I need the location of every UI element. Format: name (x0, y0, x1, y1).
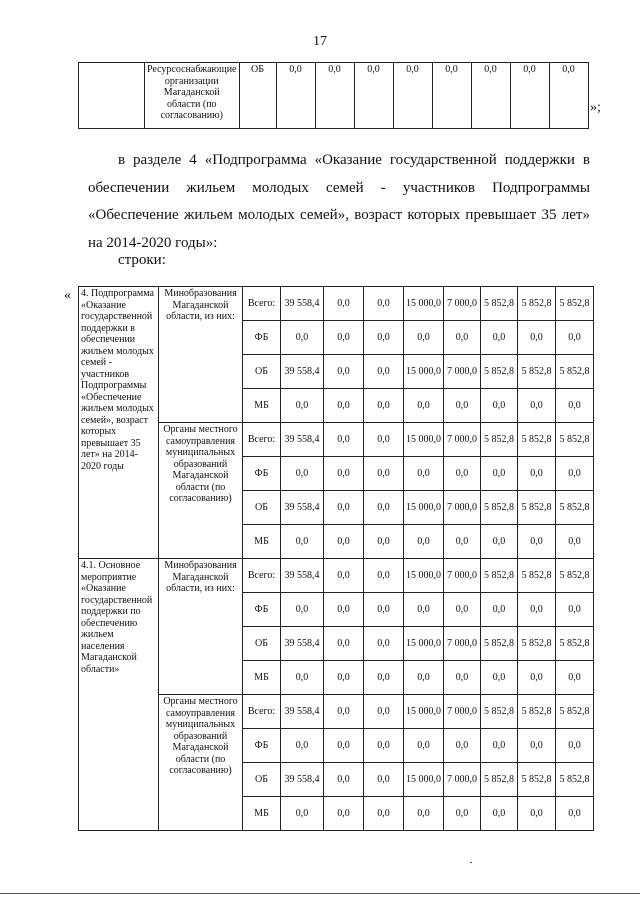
value-cell: 0,0 (404, 661, 444, 695)
value-cell: 5 852,8 (481, 491, 518, 525)
value-cell: 7 000,0 (444, 627, 481, 661)
value-cell: 0,0 (324, 797, 364, 831)
value-cell: 0,0 (324, 525, 364, 559)
value-cell: 0,0 (471, 63, 510, 129)
value-cell: 0,0 (364, 423, 404, 457)
value-cell: 0,0 (324, 695, 364, 729)
value-cell: 0,0 (364, 695, 404, 729)
org-cell: Минобразования Магаданской области, из них: (159, 287, 243, 423)
value-cell: 0,0 (481, 321, 518, 355)
value-cell: 5 852,8 (481, 763, 518, 797)
value-cell: 0,0 (324, 559, 364, 593)
main-budget-table (78, 286, 594, 831)
value-cell: 0,0 (281, 389, 324, 423)
value-cell: 0,0 (556, 457, 594, 491)
source-cell: ФБ (243, 593, 281, 627)
value-cell: 0,0 (518, 389, 556, 423)
value-cell: 0,0 (354, 63, 393, 129)
value-cell: 0,0 (315, 63, 354, 129)
value-cell: 0,0 (364, 287, 404, 321)
value-cell: 5 852,8 (481, 355, 518, 389)
value-cell: 0,0 (556, 389, 594, 423)
value-cell: 0,0 (481, 457, 518, 491)
value-cell: 0,0 (556, 321, 594, 355)
value-cell: 0,0 (364, 729, 404, 763)
value-cell: 5 852,8 (556, 627, 594, 661)
value-cell: 0,0 (518, 593, 556, 627)
source-cell: Всего: (243, 423, 281, 457)
value-cell: 5 852,8 (556, 355, 594, 389)
value-cell: 0,0 (324, 423, 364, 457)
opening-quote: « (64, 288, 71, 303)
org-cell: Органы местного самоуправления муниципальных образований Магаданской области (по согласованию) (159, 695, 243, 831)
value-cell: 0,0 (444, 457, 481, 491)
page-number: 17 (313, 34, 327, 49)
value-cell: 0,0 (481, 729, 518, 763)
value-cell: 0,0 (518, 661, 556, 695)
value-cell: 0,0 (518, 797, 556, 831)
value-cell: 0,0 (481, 525, 518, 559)
value-cell: 0,0 (444, 661, 481, 695)
value-cell: 0,0 (510, 63, 549, 129)
value-cell: 5 852,8 (518, 355, 556, 389)
value-cell: 0,0 (404, 593, 444, 627)
org-cell: Органы местного самоуправления муниципальных образований Магаданской области (по согласованию) (159, 423, 243, 559)
value-cell: 39 558,4 (281, 423, 324, 457)
value-cell: 5 852,8 (518, 763, 556, 797)
source-cell: МБ (243, 389, 281, 423)
value-cell: 5 852,8 (481, 695, 518, 729)
value-cell: 0,0 (324, 593, 364, 627)
value-cell: 15 000,0 (404, 355, 444, 389)
value-cell: 5 852,8 (518, 423, 556, 457)
source-cell: ФБ (243, 457, 281, 491)
table-row (79, 559, 594, 593)
value-cell: 0,0 (549, 63, 588, 129)
org-cell: Минобразования Магаданской области, из них: (159, 559, 243, 695)
value-cell: 0,0 (556, 797, 594, 831)
value-cell: 0,0 (556, 729, 594, 763)
intro-text: в разделе 4 «Подпрограмма «Оказание государственной поддержки в обеспечении жильем молодых семей - участников Подпрограммы «Обеспечение жильем молодых семей», возраст которых превышает 35 лет» на 2014-2020 годы»: (88, 152, 590, 251)
value-cell: 0,0 (324, 627, 364, 661)
value-cell: 0,0 (481, 389, 518, 423)
value-cell: 0,0 (444, 321, 481, 355)
value-cell: 15 000,0 (404, 695, 444, 729)
program-label-cell: 4.1. Основное мероприятие «Оказание государственной поддержки по обеспечению жильем населения Магаданской области» (79, 559, 159, 831)
source-cell: МБ (243, 525, 281, 559)
value-cell: 5 852,8 (556, 763, 594, 797)
value-cell: 0,0 (364, 763, 404, 797)
value-cell: 0,0 (364, 355, 404, 389)
source-cell: ОБ (243, 355, 281, 389)
value-cell: 0,0 (364, 389, 404, 423)
value-cell: 0,0 (556, 525, 594, 559)
value-cell: 5 852,8 (481, 423, 518, 457)
value-cell: 5 852,8 (556, 491, 594, 525)
value-cell: 39 558,4 (281, 695, 324, 729)
value-cell: 39 558,4 (281, 627, 324, 661)
value-cell: 15 000,0 (404, 287, 444, 321)
value-cell: 0,0 (324, 457, 364, 491)
value-cell: 0,0 (444, 389, 481, 423)
value-cell: 39 558,4 (281, 559, 324, 593)
value-cell: 0,0 (281, 797, 324, 831)
program-label-cell: 4. Подпрограмма «Оказание государственной поддержки в обеспечении жильем молодых семей - участников Подпрограммы «Обеспечение жильем молодых семей», возраст которых превышает 35 лет» на 2014-2020 годы (79, 287, 159, 559)
value-cell: 0,0 (518, 729, 556, 763)
source-cell: МБ (243, 661, 281, 695)
value-cell: 7 000,0 (444, 355, 481, 389)
value-cell: 0,0 (281, 321, 324, 355)
source-cell: МБ (243, 797, 281, 831)
bottom-rule (0, 893, 640, 894)
value-cell: 0,0 (324, 729, 364, 763)
value-cell: 0,0 (324, 389, 364, 423)
value-cell: 0,0 (281, 525, 324, 559)
source-cell: Всего: (243, 559, 281, 593)
value-cell: 15 000,0 (404, 763, 444, 797)
value-cell: 0,0 (444, 525, 481, 559)
value-cell: 0,0 (324, 763, 364, 797)
value-cell: 0,0 (324, 491, 364, 525)
value-cell: 0,0 (281, 661, 324, 695)
value-cell: 0,0 (444, 797, 481, 831)
value-cell: 0,0 (518, 525, 556, 559)
value-cell: 0,0 (404, 389, 444, 423)
value-cell: 0,0 (432, 63, 471, 129)
source-cell: Всего: (243, 695, 281, 729)
value-cell: 5 852,8 (518, 627, 556, 661)
value-cell: 15 000,0 (404, 627, 444, 661)
scan-dot (470, 862, 472, 863)
value-cell: 5 852,8 (481, 287, 518, 321)
value-cell: 0,0 (364, 627, 404, 661)
empty-cell (79, 63, 145, 129)
value-cell: 0,0 (444, 729, 481, 763)
value-cell: 0,0 (281, 729, 324, 763)
source-cell: ОБ (239, 63, 276, 129)
value-cell: 39 558,4 (281, 355, 324, 389)
value-cell: 0,0 (444, 593, 481, 627)
value-cell: 7 000,0 (444, 763, 481, 797)
value-cell: 0,0 (281, 593, 324, 627)
value-cell: 0,0 (556, 661, 594, 695)
value-cell: 0,0 (364, 797, 404, 831)
value-cell: 5 852,8 (518, 695, 556, 729)
value-cell: 0,0 (404, 321, 444, 355)
value-cell: 0,0 (324, 287, 364, 321)
value-cell: 15 000,0 (404, 491, 444, 525)
value-cell: 0,0 (404, 797, 444, 831)
value-cell: 5 852,8 (481, 559, 518, 593)
value-cell: 0,0 (404, 525, 444, 559)
source-cell: ФБ (243, 321, 281, 355)
value-cell: 5 852,8 (556, 287, 594, 321)
value-cell: 5 852,8 (518, 287, 556, 321)
value-cell: 0,0 (364, 593, 404, 627)
value-cell: 0,0 (281, 457, 324, 491)
intro-paragraph (88, 147, 590, 257)
value-cell: 39 558,4 (281, 763, 324, 797)
org-cell: Ресурсоснабжающие организации Магаданской области (по согласованию) (145, 63, 240, 129)
value-cell: 0,0 (364, 491, 404, 525)
value-cell: 7 000,0 (444, 491, 481, 525)
value-cell: 7 000,0 (444, 695, 481, 729)
closing-quote: »; (590, 100, 601, 115)
value-cell: 39 558,4 (281, 287, 324, 321)
value-cell: 5 852,8 (518, 491, 556, 525)
value-cell: 0,0 (518, 457, 556, 491)
source-cell: ОБ (243, 491, 281, 525)
value-cell: 5 852,8 (556, 423, 594, 457)
value-cell: 0,0 (481, 593, 518, 627)
rows-label: строки: (118, 252, 166, 268)
value-cell: 0,0 (364, 559, 404, 593)
value-cell: 0,0 (276, 63, 315, 129)
table-row (79, 287, 594, 321)
source-cell: ОБ (243, 627, 281, 661)
source-cell: ОБ (243, 763, 281, 797)
value-cell: 5 852,8 (556, 695, 594, 729)
value-cell: 0,0 (364, 525, 404, 559)
value-cell: 0,0 (364, 321, 404, 355)
value-cell: 0,0 (518, 321, 556, 355)
value-cell: 7 000,0 (444, 559, 481, 593)
value-cell: 5 852,8 (481, 627, 518, 661)
source-cell: Всего: (243, 287, 281, 321)
value-cell: 15 000,0 (404, 559, 444, 593)
value-cell: 39 558,4 (281, 491, 324, 525)
value-cell: 15 000,0 (404, 423, 444, 457)
value-cell: 5 852,8 (518, 559, 556, 593)
value-cell: 0,0 (556, 593, 594, 627)
value-cell: 0,0 (324, 661, 364, 695)
value-cell: 0,0 (404, 457, 444, 491)
source-cell: ФБ (243, 729, 281, 763)
value-cell: 0,0 (364, 457, 404, 491)
value-cell: 7 000,0 (444, 287, 481, 321)
value-cell: 0,0 (393, 63, 432, 129)
top-budget-table (78, 62, 589, 129)
value-cell: 0,0 (364, 661, 404, 695)
value-cell: 0,0 (481, 797, 518, 831)
value-cell: 0,0 (481, 661, 518, 695)
value-cell: 5 852,8 (556, 559, 594, 593)
value-cell: 0,0 (404, 729, 444, 763)
value-cell: 0,0 (324, 355, 364, 389)
value-cell: 7 000,0 (444, 423, 481, 457)
value-cell: 0,0 (324, 321, 364, 355)
